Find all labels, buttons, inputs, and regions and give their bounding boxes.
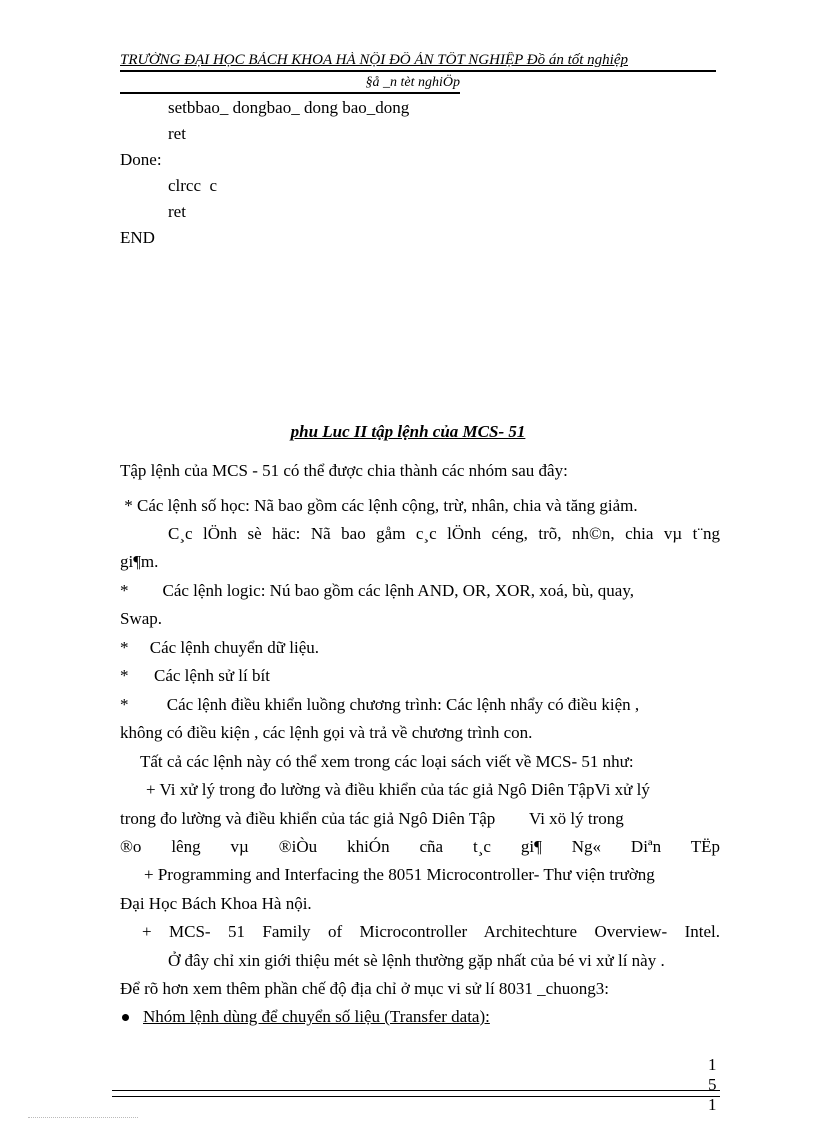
bullet-heading: Nhóm lệnh dùng để chuyển số liệu (Transfer data): — [143, 1007, 490, 1026]
list-item-continued: không có điều kiện , các lệnh gọi và trả về chương trình con. — [120, 723, 533, 742]
page-number-digit: 1 — [708, 1055, 717, 1074]
reference-item: + Vi xử lý trong đo lường và điều khiển của tác giả Ngô Diên TậpVi xử lý — [146, 780, 650, 799]
list-item: * Các lệnh điều khiển luồng chương trình: Các lệnh nhẩy có điều kiện , — [120, 695, 640, 714]
code-line: clrcc c — [168, 176, 218, 195]
code-line: setbbao_ dongbao_ dong bao_dong — [168, 98, 410, 117]
list-item-continued: Swap. — [120, 609, 163, 628]
paragraph: Tất cả các lệnh này có thể xem trong các loại sách viết về MCS- 51 như: — [140, 752, 634, 771]
reference-item-continued: Đại Học Bách Khoa Hà nội. — [120, 894, 312, 913]
paragraph: Ở đây chỉ xin giới thiệu mét sè lệnh thường gặp nhất của bé vi xử lí này . — [168, 951, 665, 970]
section-title: phu Luc II tập lệnh của MCS- 51 — [290, 422, 526, 441]
list-item: * Các lệnh chuyển dữ liệu. — [120, 638, 319, 657]
reference-item: + MCS- 51 Family of Microcontroller Architechture Overview- Intel. — [142, 922, 720, 941]
header-subtitle: §å _n tèt nghiÖp — [120, 74, 460, 94]
footer-rule — [112, 1090, 720, 1091]
code-line: ret — [168, 202, 186, 221]
list-item: * Các lệnh logic: Nú bao gồm các lệnh AND, OR, XOR, xoá, bù, quay, — [120, 581, 635, 600]
footer-rule — [112, 1096, 720, 1097]
paragraph: Để rõ hơn xem thêm phần chế độ địa chỉ ở mục vi sử lí 8031 _chuong3: — [120, 979, 609, 998]
list-item: * Các lệnh số học: Nã bao gồm các lệnh cộng, trừ, nhân, chia và tăng giảm. — [120, 496, 638, 515]
reference-item-continued: trong đo lường và điều khiển của tác giả Ngô Diên Tập Vi xö lý trong — [120, 809, 624, 828]
footer-mark — [28, 1117, 138, 1118]
code-end: END — [120, 228, 155, 247]
bullet-icon — [122, 1014, 129, 1021]
list-item: C¸c lÖnh sè häc: Nã bao gåm c¸c lÖnh céng, trõ, nh©n, chia vµ t¨ng — [168, 524, 720, 543]
list-item: * Các lệnh sử lí bít — [120, 666, 270, 685]
reference-item: + Programming and Interfacing the 8051 Microcontroller- Thư viện trường — [144, 865, 655, 884]
header-title: TRƯỜNG ĐẠI HỌC BÁCH KHOA HÀ NỘI ĐỒ ÁN TỐT NGHIỆP Đồ án tốt nghiệp — [120, 52, 716, 72]
page-number-digit: 5 — [708, 1075, 717, 1094]
code-label: Done: — [120, 150, 162, 169]
page-number-digit: 1 — [708, 1095, 717, 1114]
list-item-continued: gi¶m. — [120, 552, 159, 571]
reference-item-continued: ®o lêng vµ ®iÒu khiÓn cña t¸c gi¶ Ng« Diªn TËp — [120, 837, 720, 856]
code-line: ret — [168, 124, 186, 143]
intro-paragraph: Tập lệnh của MCS - 51 có thể được chia thành các nhóm sau đây: — [120, 461, 568, 480]
